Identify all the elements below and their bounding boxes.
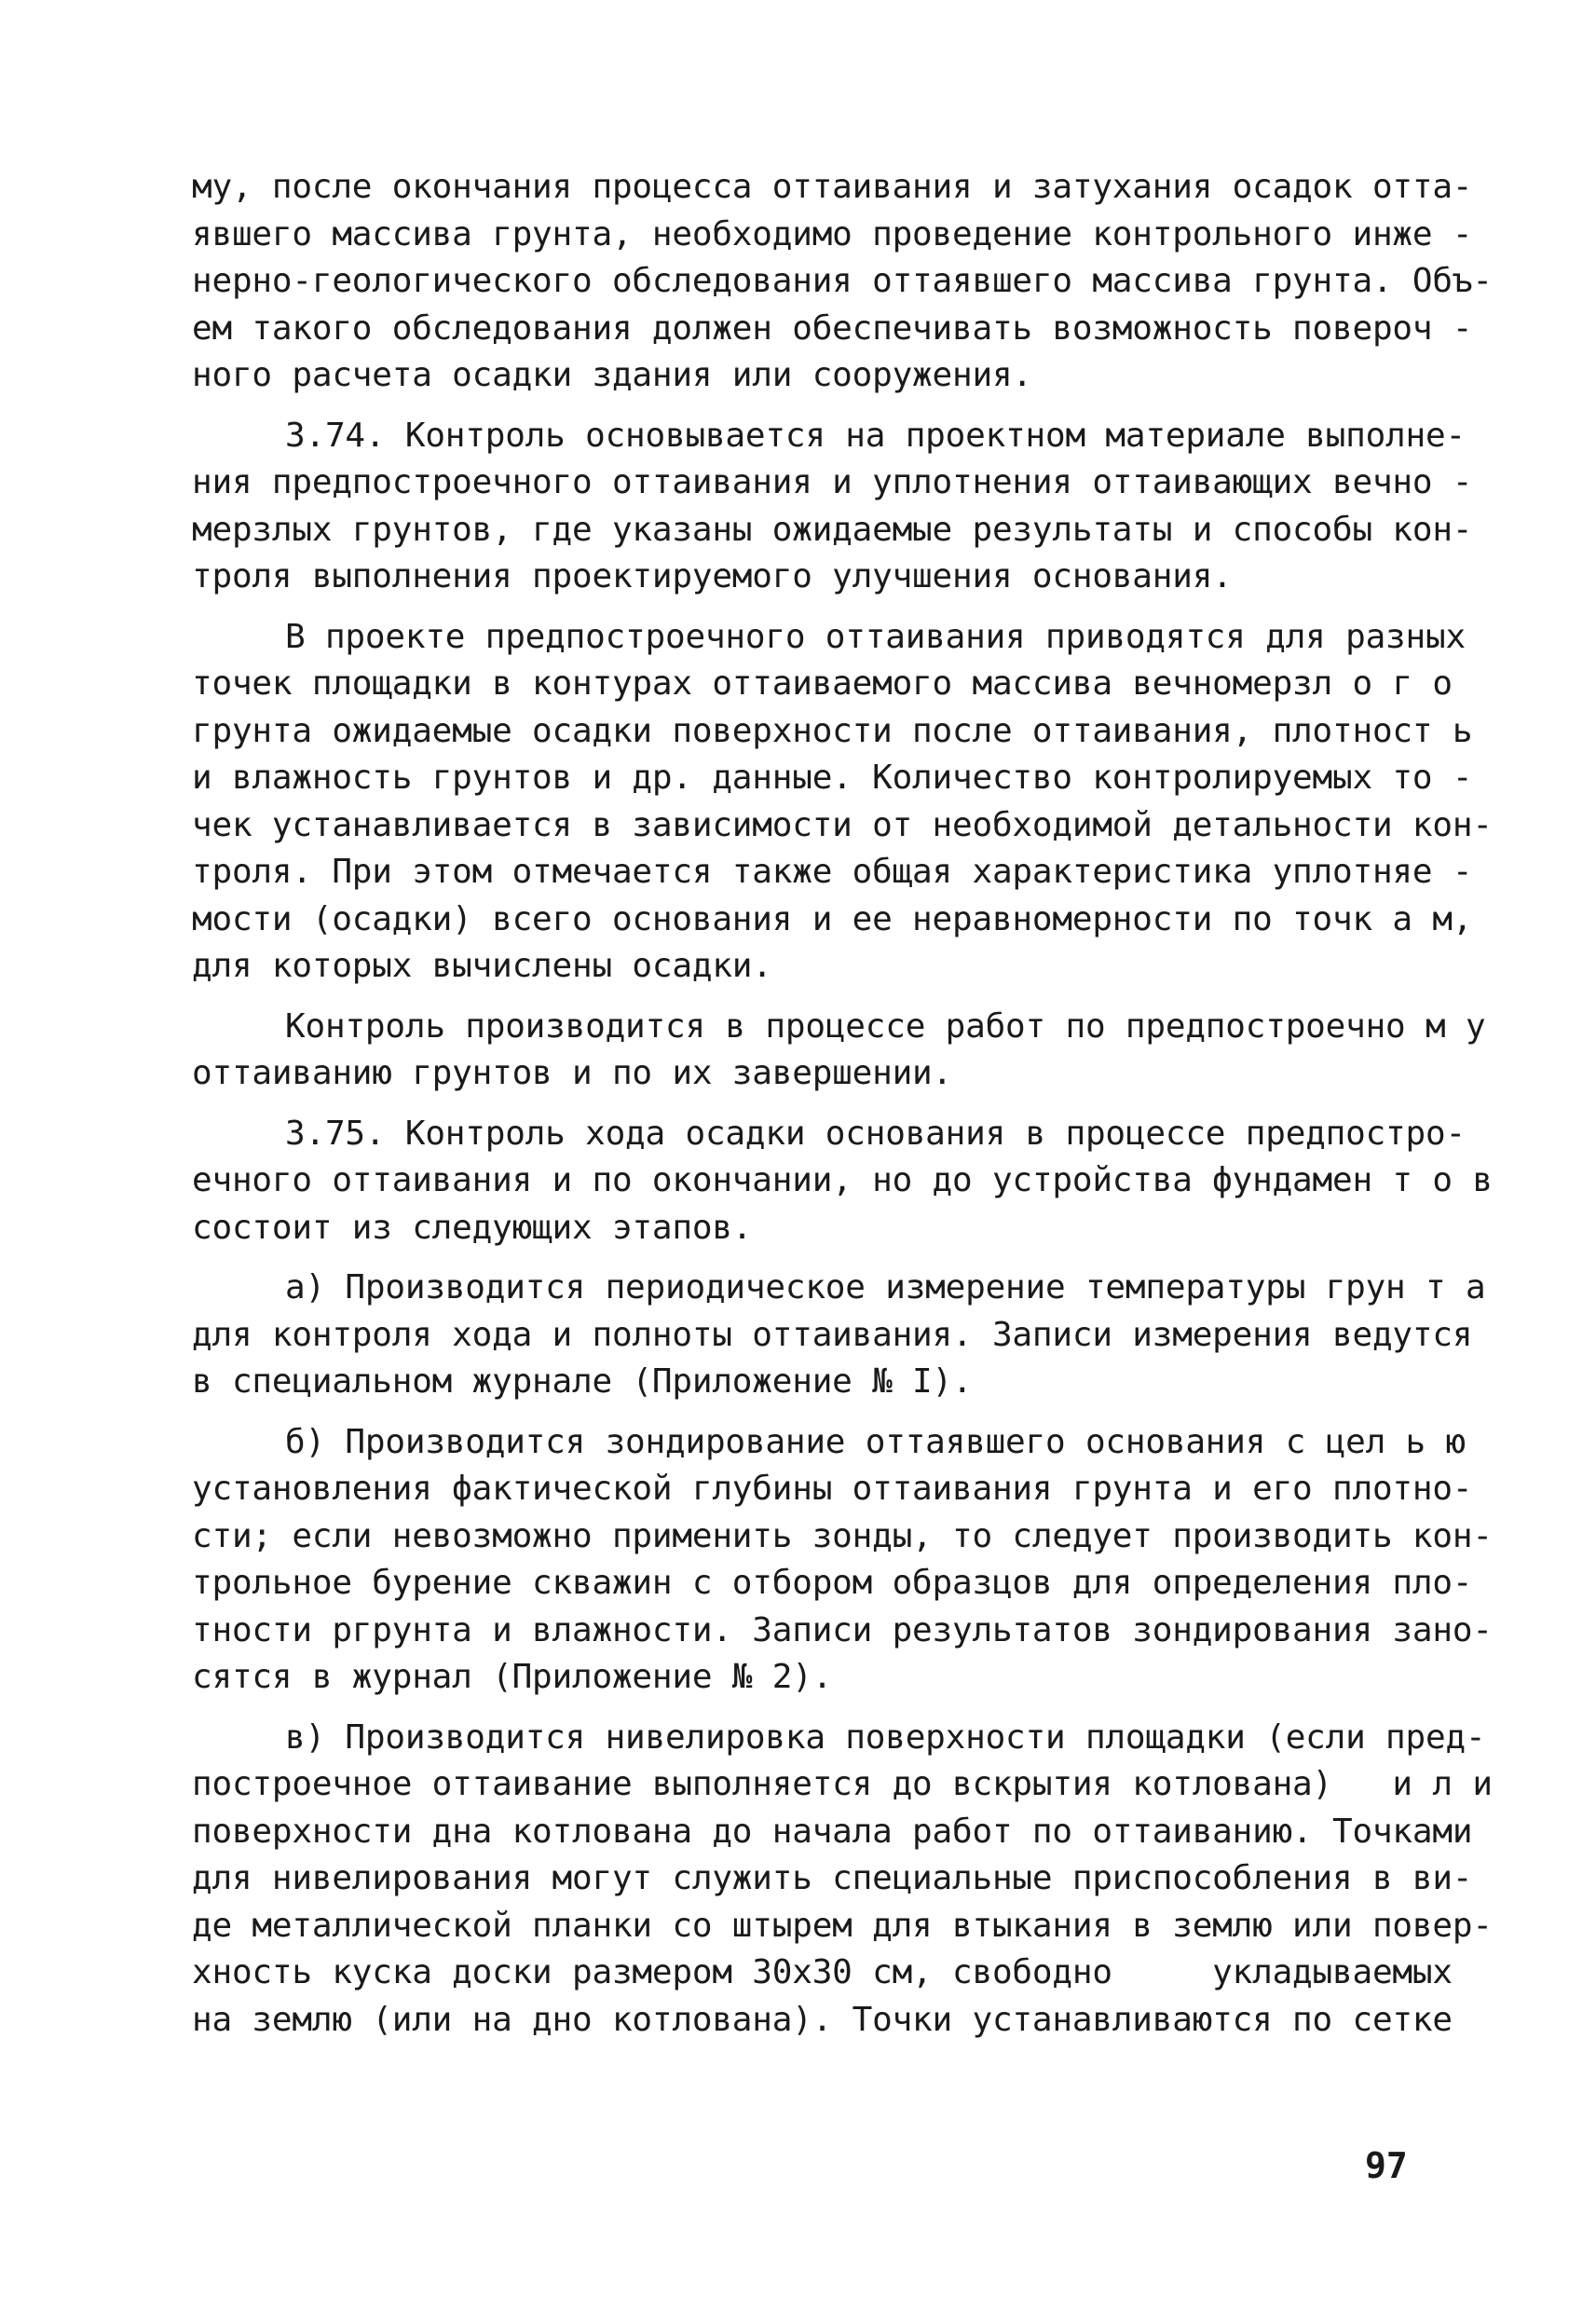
text-line: грунта ожидаемые осадки поверхности после оттаивания, плотност ь	[192, 711, 1473, 750]
text-line: поверхности дна котлована до начала работ по оттаиванию. Точками	[192, 1812, 1473, 1851]
text-line: В проекте предпостроечного оттаивания приводятся для разных	[285, 617, 1466, 656]
text-line: ния предпостроечного оттаивания и уплотнения оттаивающих вечно -	[192, 463, 1473, 501]
text-line: хность куска доски размером 30х30 см, свободно укладываемых	[192, 1953, 1453, 1991]
text-line: троля. При этом отмечается также общая характеристика уплотняе -	[192, 853, 1473, 891]
text-line: сти; если невозможно применить зонды, то следует производить кон-	[192, 1516, 1493, 1555]
text-line: и влажность грунтов и др. данные. Количество контролируемых то -	[192, 759, 1473, 797]
text-line: б) Производится зондирование оттаявшего основания с цел ь ю	[285, 1422, 1466, 1461]
text-line: Контроль производится в процессе работ по предпостроечно м у	[285, 1006, 1486, 1046]
paragraph	[192, 1715, 1493, 2045]
text-line: точек площадки в контурах оттаиваемого массива вечномерзл о г о	[192, 664, 1453, 703]
paragraph	[192, 413, 1473, 601]
paragraph	[192, 164, 1493, 400]
text-line: а) Производится периодическое измерение температуры грун т а	[285, 1268, 1486, 1306]
text-line: явшего массива грунта, необходимо проведение контрольного инже -	[192, 214, 1473, 253]
text-line: де металлической планки со штырем для втыкания в землю или повер-	[192, 1906, 1493, 1945]
text-line: 3.75. Контроль хода осадки основания в процессе предпостро-	[285, 1114, 1466, 1153]
text-line: ечного оттаивания и по окончании, но до устройства фундамен т о в	[192, 1161, 1493, 1199]
text-line: чек устанавливается в зависимости от необходимой детальности кон-	[192, 805, 1493, 844]
text-line: оттаиванию грунтов и по их завершении.	[192, 1054, 953, 1092]
paragraph	[192, 1265, 1486, 1406]
text-line: мерзлых грунтов, где указаны ожидаемые результаты и способы кон-	[192, 510, 1473, 549]
text-line: для нивелирования могут служить специальные приспособления в ви-	[192, 1859, 1473, 1897]
text-line: трольное бурение скважин с отбором образцов для определения пло-	[192, 1564, 1473, 1602]
paragraph	[192, 1419, 1493, 1702]
text-line: тности ргрунта и влажности. Записи результатов зондирования зано-	[192, 1610, 1493, 1649]
text-line: ем такого обследования должен обеспечивать возможность повероч -	[192, 308, 1473, 348]
body-text	[192, 164, 1493, 2044]
text-line: для которых вычислены осадки.	[192, 947, 772, 985]
text-line: 3.74. Контроль основывается на проектном материале выполне-	[285, 416, 1466, 455]
page-number: 97	[1365, 2145, 1408, 2186]
text-line: в) Производится нивелировка поверхности площадки (если пред-	[285, 1717, 1486, 1757]
text-line: сятся в журнал (Приложение № 2).	[192, 1658, 833, 1696]
text-line: состоит из следующих этапов.	[192, 1208, 753, 1247]
text-line: в специальном журнале (Приложение № I).	[192, 1362, 973, 1401]
text-line: построечное оттаивание выполняется до вскрытия котлована) и л и	[192, 1765, 1493, 1803]
paragraph	[192, 1004, 1486, 1098]
text-line: установления фактической глубины оттаивания грунта и его плотно-	[192, 1470, 1473, 1508]
paragraph	[192, 614, 1493, 991]
text-line: для контроля хода и полноты оттаивания. Записи измерения ведутся	[192, 1315, 1473, 1354]
paragraph	[192, 1111, 1493, 1252]
text-line: троля выполнения проектируемого улучшения основания.	[192, 557, 1233, 595]
text-line: нерно-геологического обследования оттаявшего массива грунта. Объ-	[192, 262, 1493, 300]
text-line: ного расчета осадки здания или сооружения.	[192, 356, 1032, 394]
text-line: му, после окончания процесса оттаивания и затухания осадок отта-	[192, 168, 1473, 206]
text-line: на землю (или на дно котлована). Точки устанавливаются по сетке	[192, 2000, 1453, 2039]
text-line: мости (осадки) всего основания и ее неравномерности по точк а м,	[192, 899, 1473, 938]
